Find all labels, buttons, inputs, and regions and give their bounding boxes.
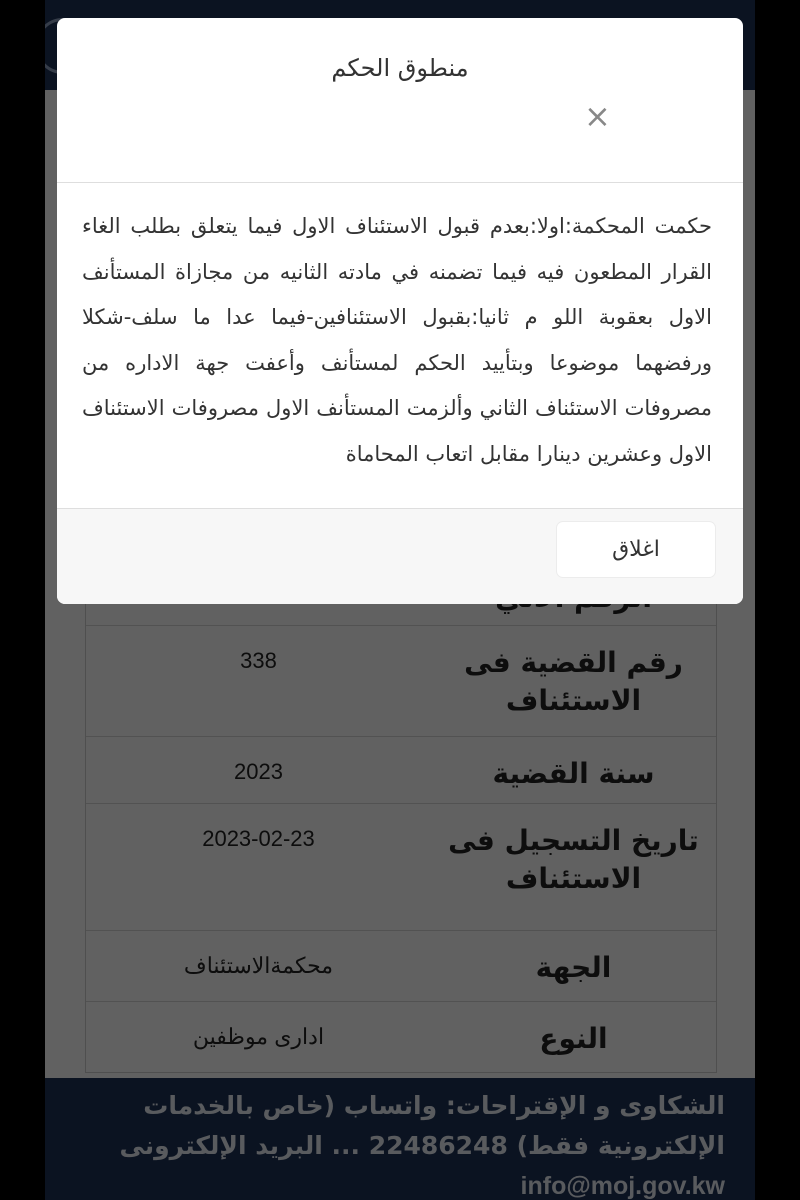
close-x-icon[interactable]: × [584,97,611,135]
modal-footer [57,509,743,604]
modal-header [57,18,743,164]
verdict-text: حكمت المحكمة:اولا:بعدم قبول الاستئناف الاول فيما يتعلق بطلب الغاء القرار المطعون فيه فيما تضمنه في مادته الثانيه من مجازاة المستأنف الاول بعقوبة اللو م ثانيا:بقبول الاستئنافين-فيما عدا ما سلف-شكلا ورفضهما موضوعا وبتأييد الحكم لمستأنف وأعفت جهة الاداره من مصروفات الاستئناف الثاني وألزمت المستأنف الاول مصروفات الاستئناف الاول وعشرين دينارا مقابل اتعاب المحاماة [82,214,712,466]
header-divider [57,182,743,183]
close-button[interactable]: اغلاق [557,522,715,577]
modal-title: منطوق الحكم [331,54,469,82]
verdict-modal [57,18,743,604]
